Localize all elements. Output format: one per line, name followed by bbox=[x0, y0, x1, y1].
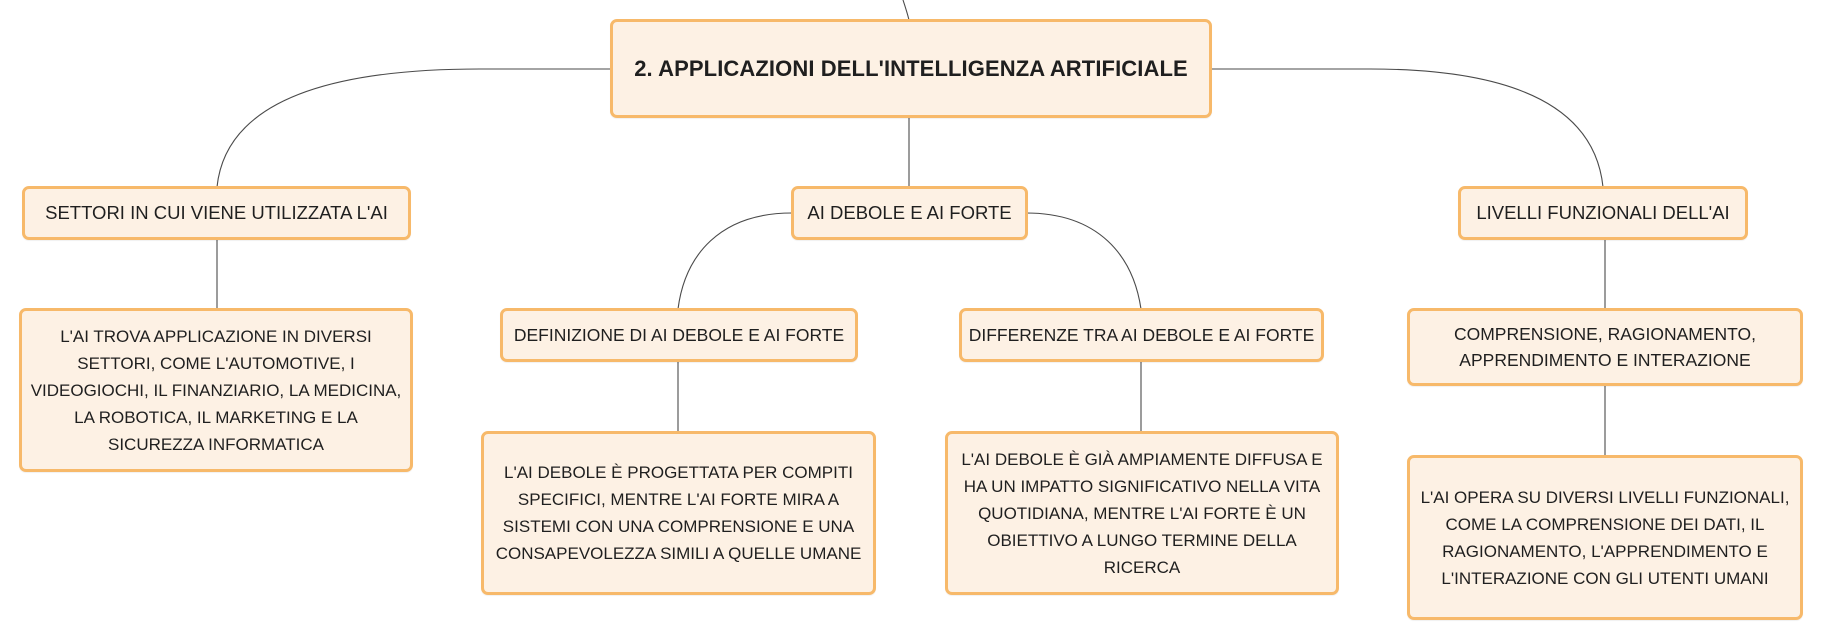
branch-settori-label: SETTORI IN CUI VIENE UTILIZZATA L'AI bbox=[45, 202, 388, 223]
subtopic-differenze-label: DIFFERENZE TRA AI DEBOLE E AI FORTE bbox=[968, 324, 1315, 345]
detail-definizione[interactable] bbox=[481, 431, 876, 595]
detail-differenze[interactable] bbox=[945, 431, 1339, 595]
connector-parent-link bbox=[903, 0, 909, 20]
detail-definizione-text: L'AI DEBOLE È PROGETTATA PER COMPITI SPECIFICI, MENTRE L'AI FORTE MIRA A SISTEMI CON UNA COMPRENSIONE E UNA CONSAPEVOLEZZA SIMILI A QUELLE UMANE bbox=[495, 463, 862, 563]
detail-settori-text: L'AI TROVA APPLICAZIONE IN DIVERSI SETTORI, COME L'AUTOMOTIVE, I VIDEOGIOCHI, IL FINANZIARIO, LA MEDICINA, LA ROBOTICA, IL MARKETING E LA SICUREZZA INFORMATICA bbox=[30, 326, 402, 454]
branch-livelli-funzionali[interactable] bbox=[1458, 186, 1748, 240]
connector-root-to-settori bbox=[217, 69, 612, 187]
subtopic-definizione[interactable] bbox=[500, 308, 858, 362]
detail-differenze-text: L'AI DEBOLE È GIÀ AMPIAMENTE DIFFUSA E HA UN IMPATTO SIGNIFICATIVO NELLA VITA QUOTIDIANA, MENTRE L'AI FORTE È UN OBIETTIVO A LUNGO TERMINE DELLA RICERCA bbox=[961, 449, 1323, 577]
detail-livelli[interactable] bbox=[1407, 455, 1803, 620]
detail-settori[interactable] bbox=[19, 308, 413, 472]
branch-ai-debole-forte-label: AI DEBOLE E AI FORTE bbox=[807, 202, 1012, 223]
subtopic-livelli[interactable] bbox=[1407, 308, 1803, 386]
root-topic-label: 2. APPLICAZIONI DELL'INTELLIGENZA ARTIFICIALE bbox=[634, 55, 1188, 81]
branch-livelli-funzionali-label: LIVELLI FUNZIONALI DELL'AI bbox=[1476, 202, 1730, 223]
branch-settori[interactable] bbox=[22, 186, 411, 240]
detail-livelli-text: L'AI OPERA SU DIVERSI LIVELLI FUNZIONALI, COME LA COMPRENSIONE DEI DATI, IL RAGIONAMENTO, L'APPRENDIMENTO E L'INTERAZIONE CON GLI UTENTI UMANI bbox=[1420, 487, 1790, 588]
subtopic-differenze[interactable] bbox=[959, 308, 1324, 362]
connector-aidebole-to-definizione bbox=[678, 213, 792, 309]
subtopic-definizione-label: DEFINIZIONE DI AI DEBOLE E AI FORTE bbox=[513, 324, 845, 345]
connector-aidebole-to-differenze bbox=[1026, 213, 1141, 309]
connector-root-to-livelli bbox=[1211, 69, 1603, 187]
root-topic[interactable] bbox=[610, 19, 1212, 118]
branch-ai-debole-forte[interactable] bbox=[791, 186, 1028, 240]
subtopic-livelli-label: COMPRENSIONE, RAGIONAMENTO, APPRENDIMENTO E INTERAZIONE bbox=[1453, 324, 1757, 370]
